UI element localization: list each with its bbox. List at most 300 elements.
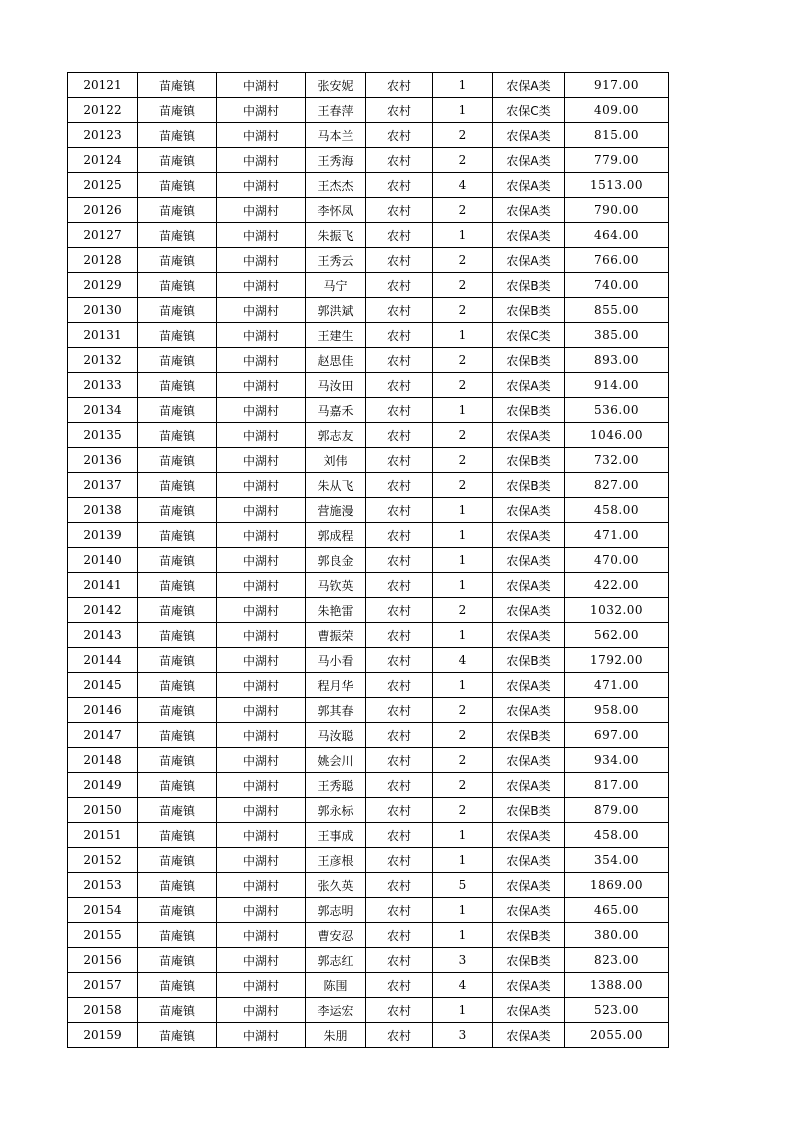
- table-row: [68, 73, 669, 98]
- village-name-cell: 中湖村: [217, 448, 306, 473]
- record-id-cell: 20138: [68, 498, 138, 523]
- amount-cell: 2055.00: [565, 1023, 669, 1048]
- member-count-cell: 4: [433, 173, 493, 198]
- amount-cell: 471.00: [565, 673, 669, 698]
- town-name-cell: 苗庵镇: [138, 298, 217, 323]
- town-name-cell: 苗庵镇: [138, 1023, 217, 1048]
- town-name-cell: 苗庵镇: [138, 523, 217, 548]
- person-name-cell: 马汝聪: [306, 723, 366, 748]
- record-table: [67, 72, 669, 1048]
- record-id-cell: 20132: [68, 348, 138, 373]
- village-name-cell: 中湖村: [217, 323, 306, 348]
- member-count-cell: 1: [433, 823, 493, 848]
- table-row: [68, 898, 669, 923]
- insurance-class-cell: 农保B类: [493, 648, 565, 673]
- village-name-cell: 中湖村: [217, 848, 306, 873]
- insurance-class-cell: 农保B类: [493, 723, 565, 748]
- insurance-class-cell: 农保A类: [493, 523, 565, 548]
- household-type-cell: 农村: [366, 123, 433, 148]
- insurance-class-cell: 农保A类: [493, 823, 565, 848]
- household-type-cell: 农村: [366, 448, 433, 473]
- member-count-cell: 1: [433, 73, 493, 98]
- person-name-cell: 曹振荣: [306, 623, 366, 648]
- amount-cell: 779.00: [565, 148, 669, 173]
- member-count-cell: 2: [433, 198, 493, 223]
- table-row: [68, 298, 669, 323]
- village-name-cell: 中湖村: [217, 473, 306, 498]
- person-name-cell: 张久英: [306, 873, 366, 898]
- village-name-cell: 中湖村: [217, 598, 306, 623]
- amount-cell: 471.00: [565, 523, 669, 548]
- town-name-cell: 苗庵镇: [138, 598, 217, 623]
- town-name-cell: 苗庵镇: [138, 423, 217, 448]
- table-row: [68, 798, 669, 823]
- person-name-cell: 陈围: [306, 973, 366, 998]
- town-name-cell: 苗庵镇: [138, 848, 217, 873]
- record-id-cell: 20124: [68, 148, 138, 173]
- amount-cell: 697.00: [565, 723, 669, 748]
- record-id-cell: 20129: [68, 273, 138, 298]
- town-name-cell: 苗庵镇: [138, 898, 217, 923]
- record-id-cell: 20148: [68, 748, 138, 773]
- village-name-cell: 中湖村: [217, 623, 306, 648]
- household-type-cell: 农村: [366, 823, 433, 848]
- household-type-cell: 农村: [366, 223, 433, 248]
- household-type-cell: 农村: [366, 948, 433, 973]
- insurance-class-cell: 农保A类: [493, 848, 565, 873]
- record-id-cell: 20149: [68, 773, 138, 798]
- village-name-cell: 中湖村: [217, 73, 306, 98]
- insurance-class-cell: 农保A类: [493, 898, 565, 923]
- record-id-cell: 20158: [68, 998, 138, 1023]
- person-name-cell: 马本兰: [306, 123, 366, 148]
- town-name-cell: 苗庵镇: [138, 623, 217, 648]
- member-count-cell: 1: [433, 573, 493, 598]
- record-id-cell: 20137: [68, 473, 138, 498]
- record-id-cell: 20155: [68, 923, 138, 948]
- amount-cell: 422.00: [565, 573, 669, 598]
- person-name-cell: 马钦英: [306, 573, 366, 598]
- table-row: [68, 823, 669, 848]
- amount-cell: 815.00: [565, 123, 669, 148]
- table-row: [68, 373, 669, 398]
- record-id-cell: 20150: [68, 798, 138, 823]
- insurance-class-cell: 农保A类: [493, 773, 565, 798]
- household-type-cell: 农村: [366, 173, 433, 198]
- household-type-cell: 农村: [366, 773, 433, 798]
- table-row: [68, 448, 669, 473]
- table-row: [68, 673, 669, 698]
- table-row: [68, 123, 669, 148]
- record-id-cell: 20128: [68, 248, 138, 273]
- member-count-cell: 2: [433, 473, 493, 498]
- amount-cell: 1388.00: [565, 973, 669, 998]
- household-type-cell: 农村: [366, 548, 433, 573]
- person-name-cell: 李运宏: [306, 998, 366, 1023]
- person-name-cell: 郭永标: [306, 798, 366, 823]
- insurance-class-cell: 农保A类: [493, 973, 565, 998]
- insurance-class-cell: 农保A类: [493, 248, 565, 273]
- person-name-cell: 王事成: [306, 823, 366, 848]
- household-type-cell: 农村: [366, 898, 433, 923]
- amount-cell: 458.00: [565, 823, 669, 848]
- member-count-cell: 2: [433, 448, 493, 473]
- table-row: [68, 623, 669, 648]
- insurance-class-cell: 农保A类: [493, 673, 565, 698]
- town-name-cell: 苗庵镇: [138, 223, 217, 248]
- person-name-cell: 郭其春: [306, 698, 366, 723]
- record-id-cell: 20151: [68, 823, 138, 848]
- table-row: [68, 698, 669, 723]
- household-type-cell: 农村: [366, 673, 433, 698]
- amount-cell: 458.00: [565, 498, 669, 523]
- person-name-cell: 郭志红: [306, 948, 366, 973]
- person-name-cell: 朱从飞: [306, 473, 366, 498]
- person-name-cell: 郭成程: [306, 523, 366, 548]
- member-count-cell: 3: [433, 1023, 493, 1048]
- member-count-cell: 2: [433, 373, 493, 398]
- village-name-cell: 中湖村: [217, 998, 306, 1023]
- member-count-cell: 2: [433, 798, 493, 823]
- village-name-cell: 中湖村: [217, 673, 306, 698]
- insurance-class-cell: 农保B类: [493, 398, 565, 423]
- amount-cell: 827.00: [565, 473, 669, 498]
- member-count-cell: 1: [433, 623, 493, 648]
- record-id-cell: 20145: [68, 673, 138, 698]
- household-type-cell: 农村: [366, 73, 433, 98]
- record-id-cell: 20159: [68, 1023, 138, 1048]
- record-id-cell: 20152: [68, 848, 138, 873]
- insurance-class-cell: 农保B类: [493, 473, 565, 498]
- household-type-cell: 农村: [366, 148, 433, 173]
- village-name-cell: 中湖村: [217, 523, 306, 548]
- member-count-cell: 2: [433, 273, 493, 298]
- amount-cell: 740.00: [565, 273, 669, 298]
- record-id-cell: 20127: [68, 223, 138, 248]
- amount-cell: 817.00: [565, 773, 669, 798]
- village-name-cell: 中湖村: [217, 573, 306, 598]
- household-type-cell: 农村: [366, 623, 433, 648]
- insurance-class-cell: 农保A类: [493, 998, 565, 1023]
- insurance-class-cell: 农保A类: [493, 1023, 565, 1048]
- member-count-cell: 1: [433, 848, 493, 873]
- person-name-cell: 朱振飞: [306, 223, 366, 248]
- insurance-class-cell: 农保A类: [493, 173, 565, 198]
- amount-cell: 409.00: [565, 98, 669, 123]
- amount-cell: 354.00: [565, 848, 669, 873]
- town-name-cell: 苗庵镇: [138, 348, 217, 373]
- table-row: [68, 273, 669, 298]
- member-count-cell: 2: [433, 148, 493, 173]
- person-name-cell: 王杰杰: [306, 173, 366, 198]
- amount-cell: 732.00: [565, 448, 669, 473]
- record-id-cell: 20135: [68, 423, 138, 448]
- insurance-class-cell: 农保A类: [493, 548, 565, 573]
- insurance-class-cell: 农保A类: [493, 223, 565, 248]
- town-name-cell: 苗庵镇: [138, 273, 217, 298]
- town-name-cell: 苗庵镇: [138, 398, 217, 423]
- insurance-class-cell: 农保A类: [493, 123, 565, 148]
- table-row: [68, 523, 669, 548]
- village-name-cell: 中湖村: [217, 123, 306, 148]
- town-name-cell: 苗庵镇: [138, 823, 217, 848]
- household-type-cell: 农村: [366, 398, 433, 423]
- member-count-cell: 1: [433, 673, 493, 698]
- record-id-cell: 20157: [68, 973, 138, 998]
- insurance-class-cell: 农保B类: [493, 273, 565, 298]
- town-name-cell: 苗庵镇: [138, 948, 217, 973]
- amount-cell: 934.00: [565, 748, 669, 773]
- insurance-class-cell: 农保B类: [493, 298, 565, 323]
- amount-cell: 385.00: [565, 323, 669, 348]
- town-name-cell: 苗庵镇: [138, 123, 217, 148]
- table-row: [68, 998, 669, 1023]
- household-type-cell: 农村: [366, 273, 433, 298]
- person-name-cell: 王秀聪: [306, 773, 366, 798]
- household-type-cell: 农村: [366, 373, 433, 398]
- table-row: [68, 923, 669, 948]
- member-count-cell: 2: [433, 773, 493, 798]
- town-name-cell: 苗庵镇: [138, 648, 217, 673]
- town-name-cell: 苗庵镇: [138, 573, 217, 598]
- household-type-cell: 农村: [366, 473, 433, 498]
- household-type-cell: 农村: [366, 723, 433, 748]
- table-row: [68, 223, 669, 248]
- person-name-cell: 马小看: [306, 648, 366, 673]
- household-type-cell: 农村: [366, 648, 433, 673]
- record-id-cell: 20131: [68, 323, 138, 348]
- member-count-cell: 1: [433, 98, 493, 123]
- person-name-cell: 姚会川: [306, 748, 366, 773]
- amount-cell: 879.00: [565, 798, 669, 823]
- record-id-cell: 20136: [68, 448, 138, 473]
- household-type-cell: 农村: [366, 423, 433, 448]
- village-name-cell: 中湖村: [217, 198, 306, 223]
- member-count-cell: 2: [433, 748, 493, 773]
- amount-cell: 562.00: [565, 623, 669, 648]
- record-id-cell: 20147: [68, 723, 138, 748]
- table-row: [68, 748, 669, 773]
- village-name-cell: 中湖村: [217, 423, 306, 448]
- village-name-cell: 中湖村: [217, 373, 306, 398]
- record-id-cell: 20153: [68, 873, 138, 898]
- person-name-cell: 营施漫: [306, 498, 366, 523]
- person-name-cell: 王秀海: [306, 148, 366, 173]
- amount-cell: 464.00: [565, 223, 669, 248]
- village-name-cell: 中湖村: [217, 873, 306, 898]
- village-name-cell: 中湖村: [217, 298, 306, 323]
- member-count-cell: 1: [433, 398, 493, 423]
- person-name-cell: 马汝田: [306, 373, 366, 398]
- household-type-cell: 农村: [366, 523, 433, 548]
- record-id-cell: 20143: [68, 623, 138, 648]
- household-type-cell: 农村: [366, 598, 433, 623]
- town-name-cell: 苗庵镇: [138, 198, 217, 223]
- record-id-cell: 20139: [68, 523, 138, 548]
- amount-cell: 1032.00: [565, 598, 669, 623]
- amount-cell: 958.00: [565, 698, 669, 723]
- table-row: [68, 773, 669, 798]
- town-name-cell: 苗庵镇: [138, 698, 217, 723]
- person-name-cell: 郭志明: [306, 898, 366, 923]
- amount-cell: 536.00: [565, 398, 669, 423]
- village-name-cell: 中湖村: [217, 223, 306, 248]
- record-id-cell: 20142: [68, 598, 138, 623]
- town-name-cell: 苗庵镇: [138, 473, 217, 498]
- town-name-cell: 苗庵镇: [138, 873, 217, 898]
- town-name-cell: 苗庵镇: [138, 923, 217, 948]
- insurance-class-cell: 农保A类: [493, 748, 565, 773]
- person-name-cell: 张安妮: [306, 73, 366, 98]
- household-type-cell: 农村: [366, 748, 433, 773]
- village-name-cell: 中湖村: [217, 698, 306, 723]
- member-count-cell: 1: [433, 323, 493, 348]
- village-name-cell: 中湖村: [217, 648, 306, 673]
- town-name-cell: 苗庵镇: [138, 973, 217, 998]
- village-name-cell: 中湖村: [217, 748, 306, 773]
- table-row: [68, 148, 669, 173]
- record-id-cell: 20130: [68, 298, 138, 323]
- household-type-cell: 农村: [366, 1023, 433, 1048]
- member-count-cell: 2: [433, 698, 493, 723]
- town-name-cell: 苗庵镇: [138, 98, 217, 123]
- record-id-cell: 20154: [68, 898, 138, 923]
- table-row: [68, 973, 669, 998]
- person-name-cell: 曹安忍: [306, 923, 366, 948]
- record-id-cell: 20123: [68, 123, 138, 148]
- amount-cell: 1869.00: [565, 873, 669, 898]
- household-type-cell: 农村: [366, 873, 433, 898]
- town-name-cell: 苗庵镇: [138, 723, 217, 748]
- village-name-cell: 中湖村: [217, 1023, 306, 1048]
- record-id-cell: 20125: [68, 173, 138, 198]
- village-name-cell: 中湖村: [217, 823, 306, 848]
- record-id-cell: 20146: [68, 698, 138, 723]
- member-count-cell: 2: [433, 723, 493, 748]
- table-row: [68, 573, 669, 598]
- town-name-cell: 苗庵镇: [138, 73, 217, 98]
- member-count-cell: 5: [433, 873, 493, 898]
- member-count-cell: 2: [433, 598, 493, 623]
- table-row: [68, 648, 669, 673]
- person-name-cell: 李怀凤: [306, 198, 366, 223]
- town-name-cell: 苗庵镇: [138, 498, 217, 523]
- insurance-class-cell: 农保B类: [493, 948, 565, 973]
- household-type-cell: 农村: [366, 323, 433, 348]
- table-row: [68, 398, 669, 423]
- household-type-cell: 农村: [366, 248, 433, 273]
- insurance-class-cell: 农保B类: [493, 798, 565, 823]
- amount-cell: 523.00: [565, 998, 669, 1023]
- table-row: [68, 598, 669, 623]
- record-id-cell: 20126: [68, 198, 138, 223]
- table-row: [68, 98, 669, 123]
- village-name-cell: 中湖村: [217, 798, 306, 823]
- person-name-cell: 马宁: [306, 273, 366, 298]
- insurance-class-cell: 农保A类: [493, 623, 565, 648]
- town-name-cell: 苗庵镇: [138, 548, 217, 573]
- village-name-cell: 中湖村: [217, 348, 306, 373]
- amount-cell: 893.00: [565, 348, 669, 373]
- village-name-cell: 中湖村: [217, 898, 306, 923]
- household-type-cell: 农村: [366, 198, 433, 223]
- table-row: [68, 498, 669, 523]
- person-name-cell: 朱朋: [306, 1023, 366, 1048]
- table-row: [68, 473, 669, 498]
- member-count-cell: 2: [433, 423, 493, 448]
- record-id-cell: 20121: [68, 73, 138, 98]
- person-name-cell: 郭洪斌: [306, 298, 366, 323]
- person-name-cell: 程月华: [306, 673, 366, 698]
- town-name-cell: 苗庵镇: [138, 448, 217, 473]
- village-name-cell: 中湖村: [217, 973, 306, 998]
- person-name-cell: 王秀云: [306, 248, 366, 273]
- town-name-cell: 苗庵镇: [138, 248, 217, 273]
- insurance-class-cell: 农保A类: [493, 423, 565, 448]
- person-name-cell: 郭志友: [306, 423, 366, 448]
- person-name-cell: 王建生: [306, 323, 366, 348]
- table-row: [68, 948, 669, 973]
- member-count-cell: 2: [433, 248, 493, 273]
- town-name-cell: 苗庵镇: [138, 673, 217, 698]
- record-id-cell: 20133: [68, 373, 138, 398]
- insurance-class-cell: 农保B类: [493, 348, 565, 373]
- insurance-class-cell: 农保A类: [493, 148, 565, 173]
- insurance-class-cell: 农保A类: [493, 598, 565, 623]
- amount-cell: 470.00: [565, 548, 669, 573]
- table-row: [68, 873, 669, 898]
- insurance-class-cell: 农保A类: [493, 373, 565, 398]
- amount-cell: 914.00: [565, 373, 669, 398]
- village-name-cell: 中湖村: [217, 273, 306, 298]
- amount-cell: 823.00: [565, 948, 669, 973]
- record-id-cell: 20141: [68, 573, 138, 598]
- town-name-cell: 苗庵镇: [138, 773, 217, 798]
- member-count-cell: 2: [433, 123, 493, 148]
- amount-cell: 465.00: [565, 898, 669, 923]
- village-name-cell: 中湖村: [217, 173, 306, 198]
- member-count-cell: 2: [433, 348, 493, 373]
- record-id-cell: 20156: [68, 948, 138, 973]
- village-name-cell: 中湖村: [217, 923, 306, 948]
- insurance-class-cell: 农保A类: [493, 873, 565, 898]
- member-count-cell: 1: [433, 223, 493, 248]
- village-name-cell: 中湖村: [217, 548, 306, 573]
- insurance-class-cell: 农保B类: [493, 448, 565, 473]
- household-type-cell: 农村: [366, 973, 433, 998]
- member-count-cell: 4: [433, 973, 493, 998]
- member-count-cell: 1: [433, 523, 493, 548]
- table-row: [68, 1023, 669, 1048]
- household-type-cell: 农村: [366, 998, 433, 1023]
- town-name-cell: 苗庵镇: [138, 998, 217, 1023]
- amount-cell: 790.00: [565, 198, 669, 223]
- record-id-cell: 20140: [68, 548, 138, 573]
- insurance-class-cell: 农保C类: [493, 98, 565, 123]
- household-type-cell: 农村: [366, 498, 433, 523]
- town-name-cell: 苗庵镇: [138, 373, 217, 398]
- member-count-cell: 1: [433, 998, 493, 1023]
- village-name-cell: 中湖村: [217, 248, 306, 273]
- table-row: [68, 173, 669, 198]
- table-row: [68, 723, 669, 748]
- insurance-class-cell: 农保A类: [493, 498, 565, 523]
- record-id-cell: 20134: [68, 398, 138, 423]
- household-type-cell: 农村: [366, 98, 433, 123]
- table-row: [68, 423, 669, 448]
- amount-cell: 917.00: [565, 73, 669, 98]
- member-count-cell: 1: [433, 548, 493, 573]
